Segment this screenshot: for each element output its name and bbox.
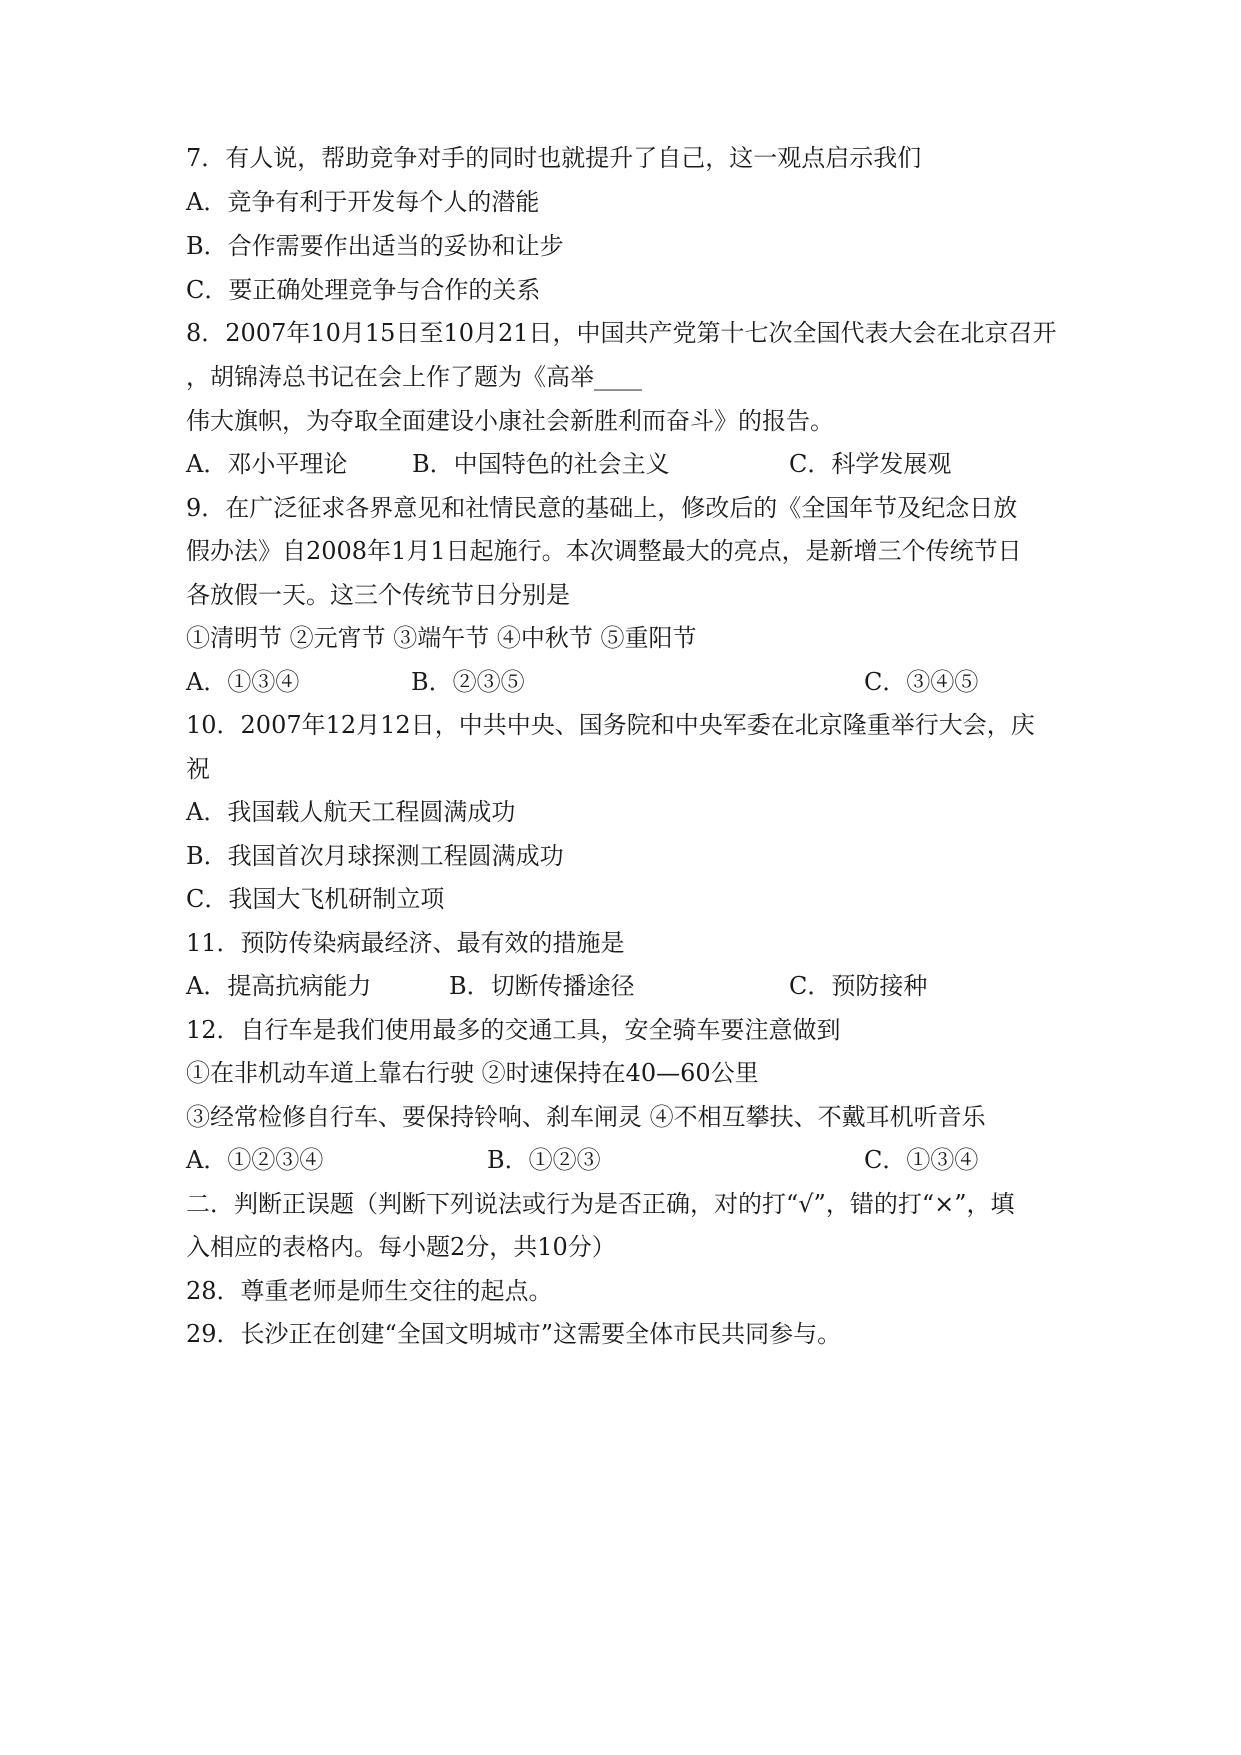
q12-option-b: B．①②③ bbox=[487, 1146, 601, 1174]
q8-stem-line2: ，胡锦涛总书记在会上作了题为《高举____ bbox=[186, 363, 642, 391]
q9-option-c: C．③④⑤ bbox=[864, 668, 979, 696]
q9-stem-line2: 假办法》自2008年1月1日起施行。本次调整最大的亮点，是新增三个传统节日 bbox=[186, 537, 1022, 565]
q8-options bbox=[186, 449, 1086, 479]
q9-option-b: B．②③⑤ bbox=[411, 668, 525, 696]
q9-options bbox=[186, 667, 1086, 697]
q12-options bbox=[186, 1145, 1086, 1175]
q10-option-a: A．我国载人航天工程圆满成功 bbox=[186, 798, 516, 826]
q11-options bbox=[186, 971, 1086, 1001]
q7-option-b: B．合作需要作出适当的妥协和让步 bbox=[186, 232, 564, 260]
section2-heading-line2: 入相应的表格内。每小题2分，共10分） bbox=[186, 1233, 616, 1261]
section2-heading-line1: 二．判断正误题（判断下列说法或行为是否正确，对的打“√”，错的打“×”，填 bbox=[186, 1190, 1015, 1218]
q12-items-line2: ③经常检修自行车、要保持铃响、刹车闸灵 ④不相互攀扶、不戴耳机听音乐 bbox=[186, 1103, 986, 1131]
q12-stem: 12．自行车是我们使用最多的交通工具，安全骑车要注意做到 bbox=[186, 1016, 841, 1044]
q10-stem-line1: 10．2007年12月12日，中共中央、国务院和中央军委在北京隆重举行大会，庆 bbox=[186, 711, 1035, 739]
q8-option-c: C．科学发展观 bbox=[789, 450, 952, 478]
q8-option-b: B．中国特色的社会主义 bbox=[412, 450, 670, 478]
q9-items: ①清明节 ②元宵节 ③端午节 ④中秋节 ⑤重阳节 bbox=[186, 624, 697, 652]
q11-option-b: B．切断传播途径 bbox=[449, 972, 635, 1000]
q11-option-a: A．提高抗病能力 bbox=[186, 972, 372, 1000]
q8-option-a: A．邓小平理论 bbox=[186, 450, 348, 478]
q9-stem-line3: 各放假一天。这三个传统节日分别是 bbox=[186, 581, 570, 609]
q8-stem-line3: 伟大旗帜，为夺取全面建设小康社会新胜利而奋斗》的报告。 bbox=[186, 407, 834, 435]
q12-option-a: A．①②③④ bbox=[186, 1146, 324, 1174]
q10-option-c: C．我国大飞机研制立项 bbox=[186, 885, 445, 913]
q28-statement: 28．尊重老师是师生交往的起点。 bbox=[186, 1277, 553, 1305]
q10-option-b: B．我国首次月球探测工程圆满成功 bbox=[186, 842, 564, 870]
q7-option-c: C．要正确处理竞争与合作的关系 bbox=[186, 276, 541, 304]
q7-option-a: A．竞争有利于开发每个人的潜能 bbox=[186, 188, 540, 216]
q9-stem-line1: 9．在广泛征求各界意见和社情民意的基础上，修改后的《全国年节及纪念日放 bbox=[186, 494, 1018, 522]
q12-items-line1: ①在非机动车道上靠右行驶 ②时速保持在40—60公里 bbox=[186, 1059, 759, 1087]
q9-option-a: A．①③④ bbox=[186, 668, 300, 696]
q11-stem: 11．预防传染病最经济、最有效的措施是 bbox=[186, 929, 625, 957]
q10-stem-line2: 祝 bbox=[186, 755, 210, 783]
q29-statement: 29．长沙正在创建“全国文明城市”这需要全体市民共同参与。 bbox=[186, 1320, 842, 1348]
q11-option-c: C．预防接种 bbox=[789, 972, 928, 1000]
q12-option-c: C．①③④ bbox=[864, 1146, 979, 1174]
q8-stem-line1: 8．2007年10月15日至10月21日，中国共产党第十七次全国代表大会在北京召开 bbox=[186, 319, 1057, 347]
q7-stem: 7．有人说，帮助竞争对手的同时也就提升了自己，这一观点启示我们 bbox=[186, 144, 922, 172]
